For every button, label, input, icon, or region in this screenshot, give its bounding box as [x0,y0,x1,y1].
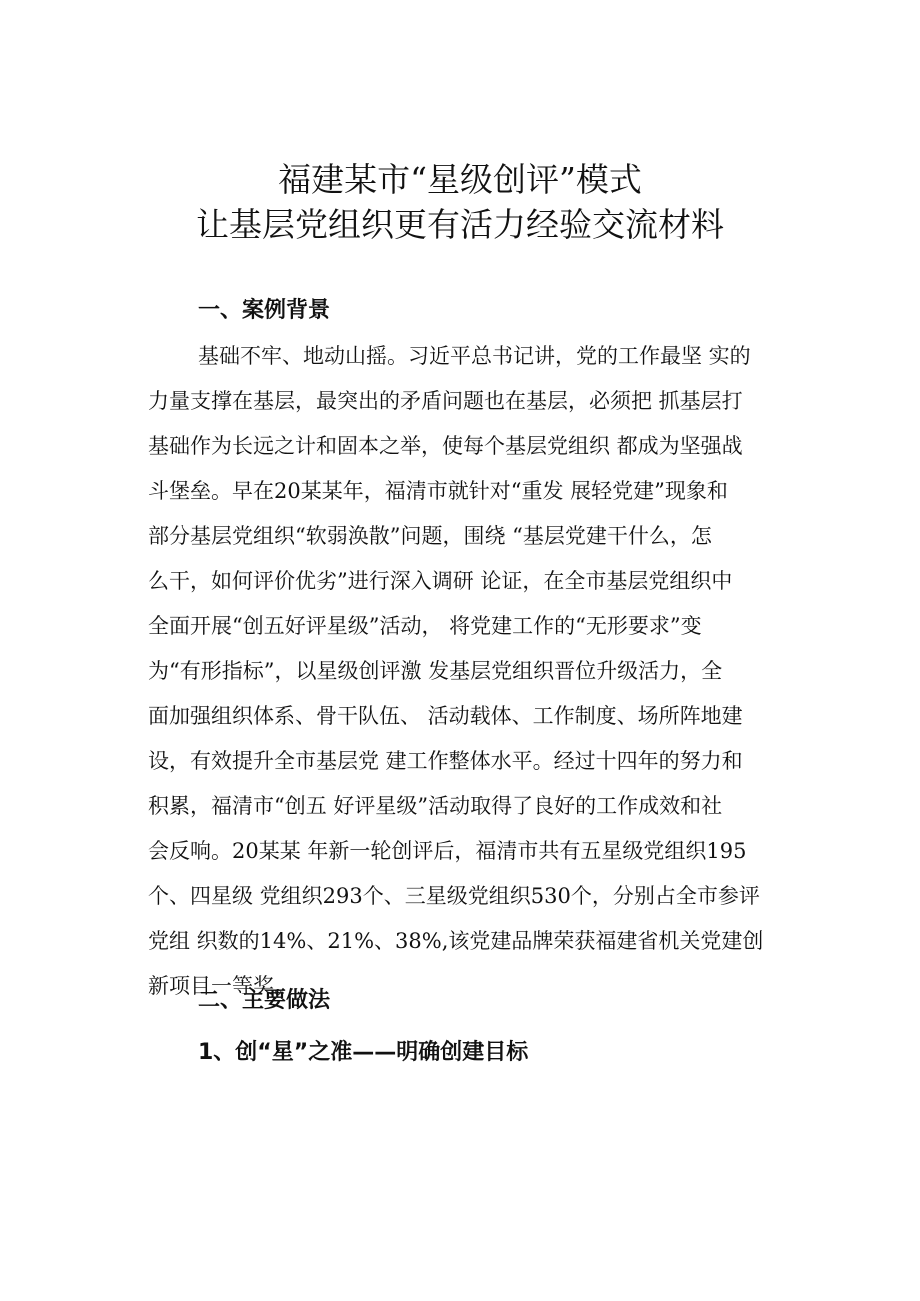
body-line: 党组 织数的14%、21%、38%,该党建品牌荣获福建省机关党建创 [148,929,764,953]
body-line: 新项目一等奖。 [148,974,295,998]
body-line: 部分基层党组织“软弱涣散”问题，围绕 “基层党建干什么，怎 [148,524,712,548]
body-line: 基础不牢、地动山摇。习近平总书记讲，党的工作最坚 实的 [198,344,751,368]
body-line: 斗堡垒。早在20某某年，福清市就针对“重发 展轻党建”现象和 [148,479,728,503]
document-title-line-2: 让基层党组织更有活力经验交流材料 [196,205,724,244]
body-line: 个、四星级 党组织293个、三星级党组织530个，分别占全市参评 [148,884,760,908]
section-heading-main-practices: 二、主要做法 [198,988,331,1013]
document-title-line-1: 福建某市“星级创评”模式 [278,160,642,199]
subsection-heading-creation-goal: 1、创“星”之准——明确创建目标 [198,1040,529,1065]
body-line: 为“有形指标”，以星级创评激 发基层党组织晋位升级活力，全 [148,659,723,683]
body-line: 面加强组织体系、骨干队伍、 活动载体、工作制度、场所阵地建 [148,704,743,728]
body-line: 基础作为长远之计和固本之举，使每个基层党组织 都成为坚强战 [148,434,743,458]
body-line: 力量支撑在基层，最突出的矛盾问题也在基层，必须把 抓基层打 [148,389,743,413]
section-heading-background: 一、案例背景 [198,298,331,323]
body-line: 全面开展“创五好评星级”活动， 将党建工作的“无形要求”变 [148,614,702,638]
body-line: 么干，如何评价优劣”进行深入调研 论证，在全市基层党组织中 [148,569,733,593]
body-line: 积累，福清市“创五 好评星级”活动取得了良好的工作成效和社 [148,794,723,818]
body-line: 会反响。20某某 年新一轮创评后，福清市共有五星级党组织195 [148,839,747,863]
body-line: 设，有效提升全市基层党 建工作整体水平。经过十四年的努力和 [148,749,743,773]
